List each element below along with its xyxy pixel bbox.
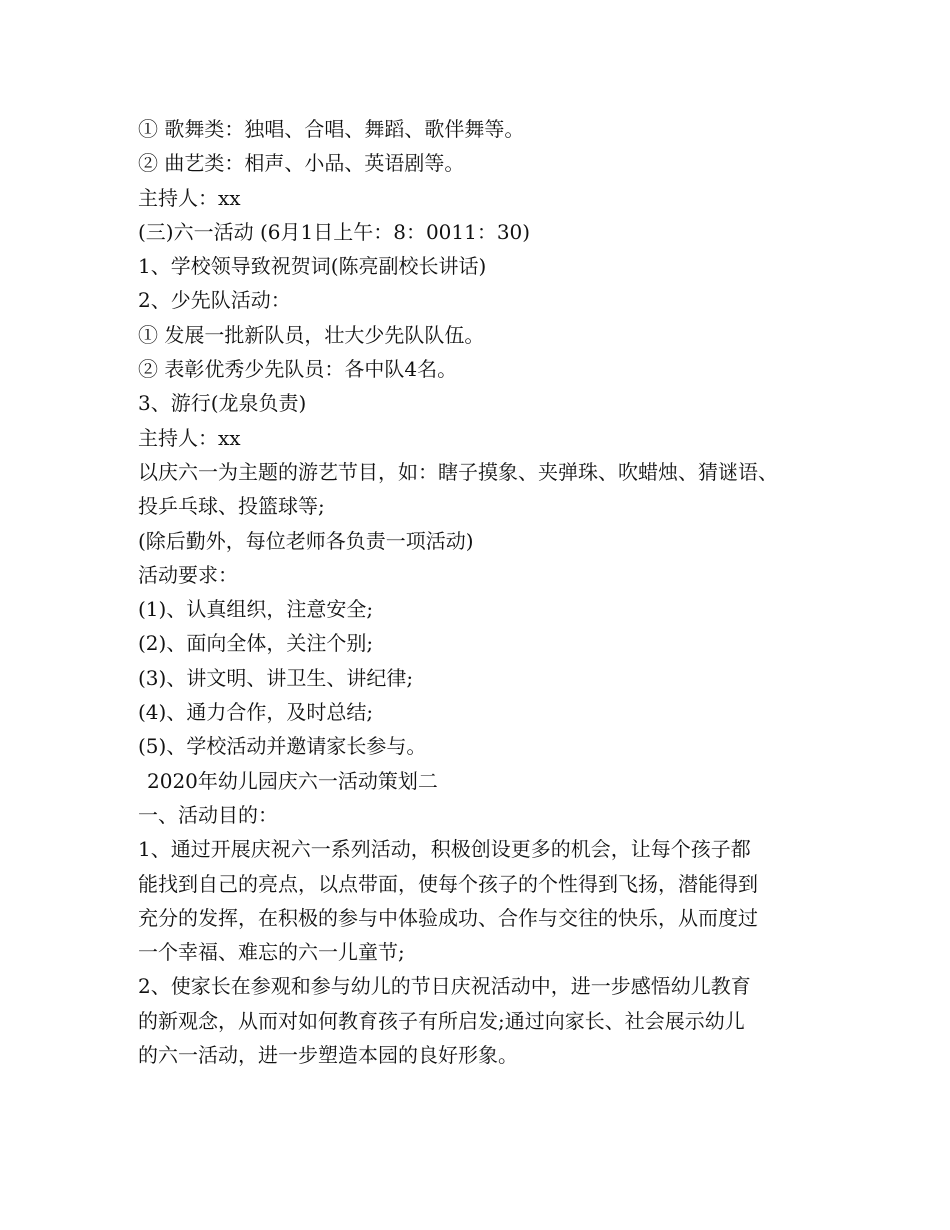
requirement-item: (5)、学校活动并邀请家长参与。 bbox=[138, 734, 427, 759]
document-body bbox=[138, 112, 838, 1072]
paragraph-line: 能找到自己的亮点，以点带面，使每个孩子的个性得到飞扬，潜能得到 bbox=[138, 871, 758, 896]
paragraph-line: 的六一活动，进一步塑造本园的良好形象。 bbox=[138, 1043, 518, 1068]
list-item-parade: 3、游行(龙泉负责) bbox=[138, 391, 307, 416]
host-line: 主持人：xx bbox=[138, 185, 241, 210]
paragraph-line: 2、使家长在参观和参与幼儿的节日庆祝活动中，进一步感悟幼儿教育 bbox=[138, 974, 751, 999]
requirement-item: (3)、讲文明、讲卫生、讲纪律; bbox=[138, 665, 414, 690]
requirement-item: (2)、面向全体，关注个别; bbox=[138, 631, 374, 656]
list-item-song-dance: ① 歌舞类：独唱、合唱、舞蹈、歌伴舞等。 bbox=[138, 117, 525, 141]
requirement-item: (4)、通力合作，及时总结; bbox=[138, 700, 374, 725]
plan-title: 2020年幼儿园庆六一活动策划二 bbox=[147, 768, 438, 793]
paragraph-line: 的新观念，从而对如何教育孩子有所启发;通过向家长、社会展示幼儿 bbox=[138, 1008, 745, 1033]
list-item-new-members: ① 发展一批新队员，壮大少先队队伍。 bbox=[138, 322, 485, 347]
section-heading-purpose: 一、活动目的： bbox=[138, 802, 278, 827]
list-item-folk-art: ② 曲艺类：相声、小品、英语剧等。 bbox=[138, 151, 465, 176]
paragraph-line: (除后勤外，每位老师各负责一项活动) bbox=[138, 528, 474, 553]
list-item-pioneers: 2、少先队活动： bbox=[138, 288, 291, 313]
paragraph-line: 1、通过开展庆祝六一系列活动，积极创设更多的机会，让每个孩子都 bbox=[138, 837, 751, 862]
paragraph-line: 投乒乓球、投篮球等; bbox=[138, 494, 325, 519]
requirement-item: (1)、认真组织，注意安全; bbox=[138, 597, 374, 622]
list-item-leader-speech: 1、学校领导致祝贺词(陈亮副校长讲话) bbox=[138, 254, 487, 279]
paragraph-line: 充分的发挥，在积极的参与中体验成功、合作与交往的快乐，从而度过 bbox=[138, 905, 758, 930]
list-item-commend: ② 表彰优秀少先队员：各中队4名。 bbox=[138, 357, 458, 382]
paragraph-line: 以庆六一为主题的游艺节目，如：瞎子摸象、夹弹珠、吹蜡烛、猜谜语、 bbox=[138, 459, 778, 484]
paragraph-line: 一个幸福、难忘的六一儿童节; bbox=[138, 940, 405, 965]
host-line: 主持人：xx bbox=[138, 425, 241, 450]
section-heading-children-day: (三)六一活动 (6月1日上午：8：0011：30) bbox=[138, 219, 531, 244]
requirements-heading: 活动要求： bbox=[138, 562, 238, 587]
